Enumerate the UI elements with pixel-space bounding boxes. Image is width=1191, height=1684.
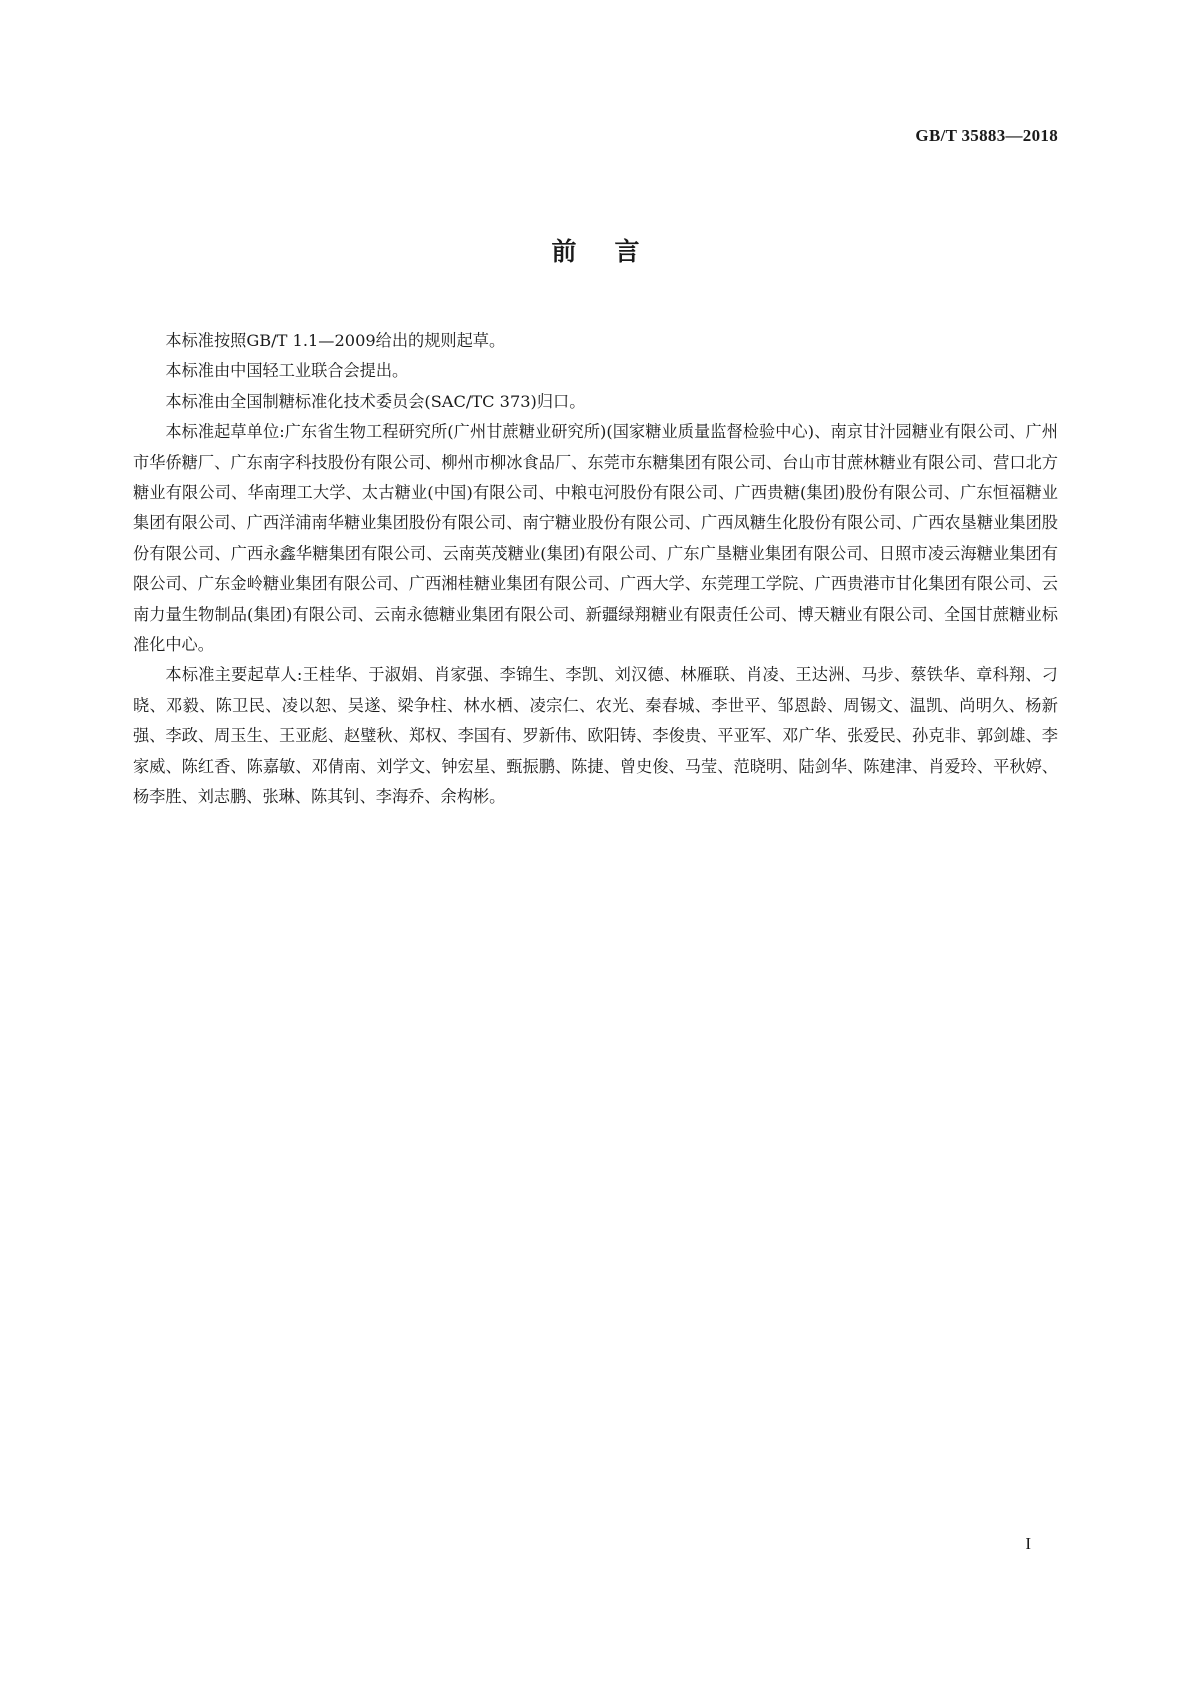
paragraph-proposer: 本标准由中国轻工业联合会提出。	[165, 361, 409, 381]
paragraph-main-drafters: 本标准主要起草人:王桂华、于淑娟、肖家强、李锦生、李凯、刘汉德、林雁联、肖凌、王达洲、马步、蔡铁华、章科翔、刁晓、邓毅、陈卫民、凌以恕、吴遂、梁争柱、林水栖、凌宗仁、农光、秦春城、李世平、邹恩龄、周锡文、温凯、尚明久、杨新强、李政、周玉生、王亚彪、赵璧秋、郑权、李国有、罗新伟、欧阳铸、李俊贵、平亚军、邓广华、张爱民、孙克非、郭剑雄、李家威、陈红香、陈嘉敏、邓倩南、刘学文、钟宏星、甄振鹏、陈捷、曾史俊、马莹、范晓明、陆剑华、陈建津、肖爱玲、平秋婷、杨李胜、刘志鹏、张琳、陈其钊、李海乔、余构彬。	[133, 665, 1058, 807]
foreword-body	[133, 326, 1058, 813]
paragraph-drafting-units: 本标准起草单位:广东省生物工程研究所(广州甘蔗糖业研究所)(国家糖业质量监督检验中心)、南京甘汁园糖业有限公司、广州市华侨糖厂、广东南字科技股份有限公司、柳州市柳冰食品厂、东莞市东糖集团有限公司、台山市甘蔗林糖业有限公司、营口北方糖业有限公司、华南理工大学、太古糖业(中国)有限公司、中粮屯河股份有限公司、广西贵糖(集团)股份有限公司、广东恒福糖业集团有限公司、广西洋浦南华糖业集团股份有限公司、南宁糖业股份有限公司、广西凤糖生化股份有限公司、广西农垦糖业集团股份有限公司、广西永鑫华糖集团有限公司、云南英茂糖业(集团)有限公司、广东广垦糖业集团有限公司、日照市凌云海糖业集团有限公司、广东金岭糖业集团有限公司、广西湘桂糖业集团有限公司、广西大学、东莞理工学院、广西贵港市甘化集团有限公司、云南力量生物制品(集团)有限公司、云南永德糖业集团有限公司、新疆绿翔糖业有限责任公司、博天糖业有限公司、全国甘蔗糖业标准化中心。	[133, 422, 1058, 655]
page-title: 前言	[551, 237, 678, 266]
page-number: I	[1025, 1534, 1031, 1553]
standard-number: GB/T 35883—2018	[915, 126, 1058, 145]
paragraph-administration: 本标准由全国制糖标准化技术委员会(SAC/TC 373)归口。	[165, 391, 586, 411]
paragraph-drafting-rules: 本标准按照GB/T 1.1—2009给出的规则起草。	[165, 331, 506, 350]
